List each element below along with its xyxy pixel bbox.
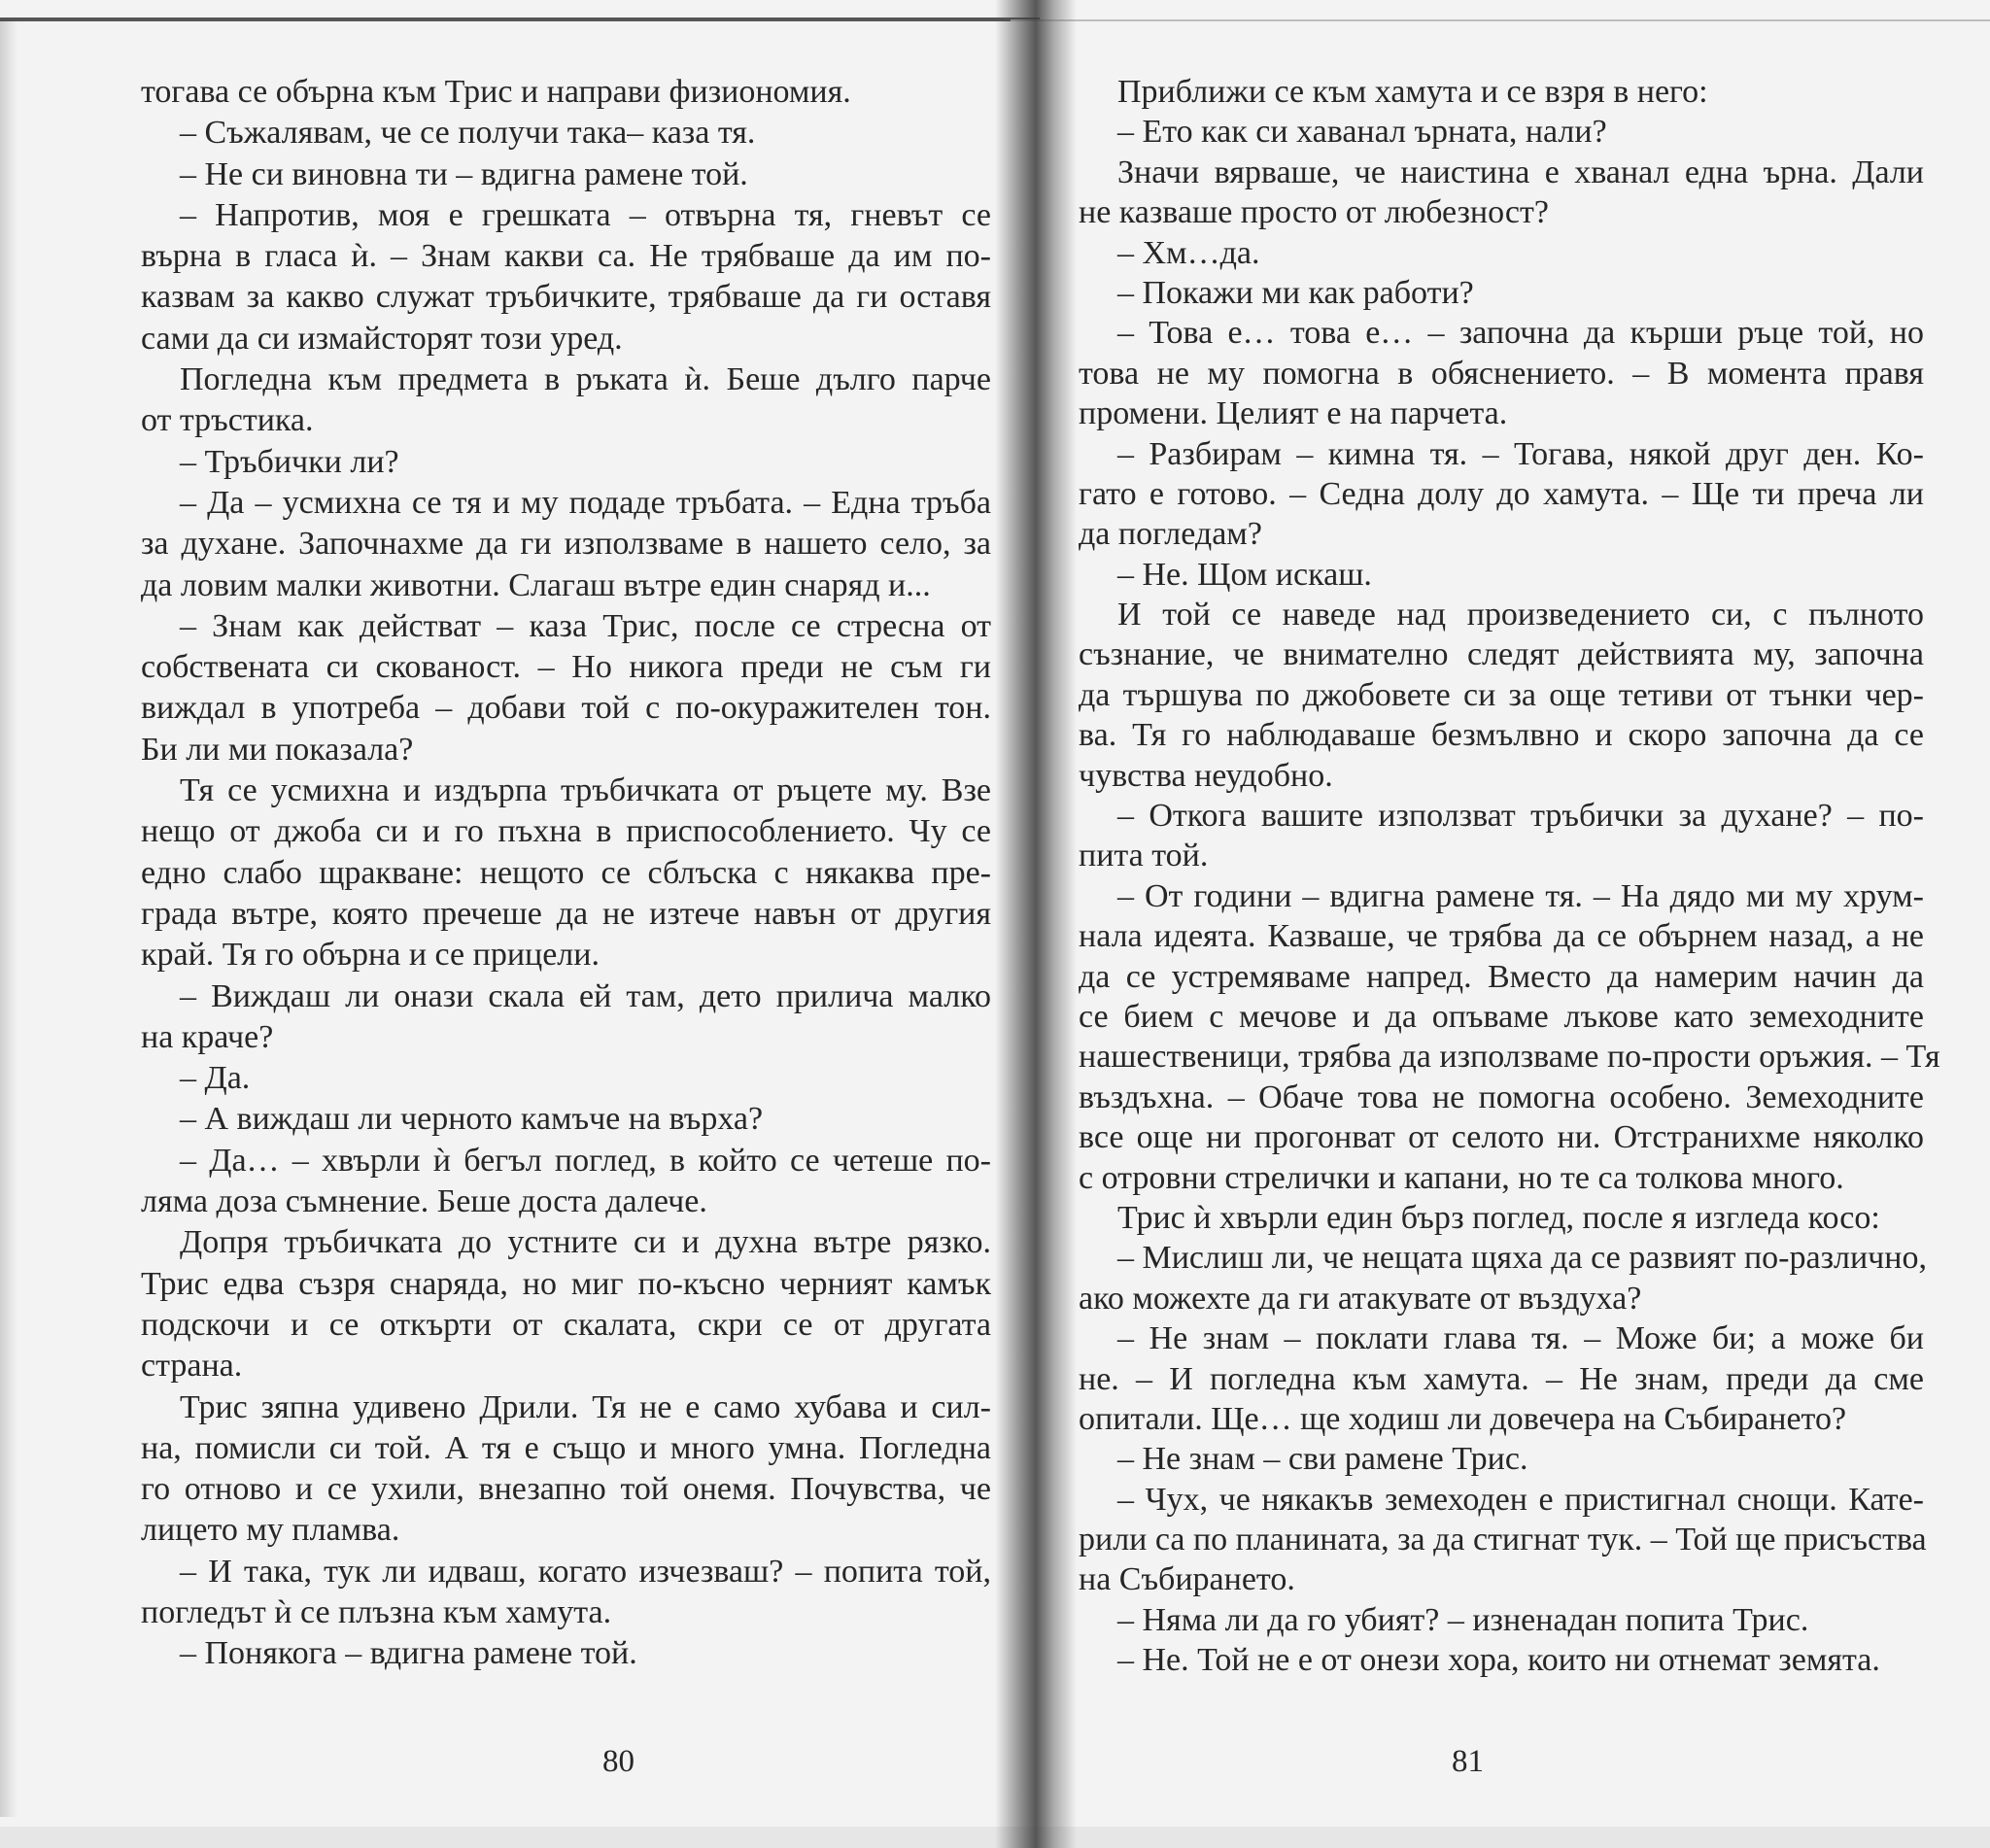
text-line: на Събирането.	[1079, 1561, 1295, 1598]
text-line: от тръстика.	[141, 402, 314, 439]
text-line: Значи вярваше, че наистина е хванал една ърна. Дали	[1117, 154, 1924, 190]
text-line: нещо от джоба си и го пъхна в приспособлението. Чу се	[141, 813, 991, 850]
text-line: нашественици, трябва да използваме по-прости оръжия. – Тя	[1079, 1039, 1940, 1076]
text-line: – От години – вдигна рамене тя. – На дядо ми му хрум-	[1117, 877, 1924, 914]
text-line: да погледам?	[1079, 516, 1262, 553]
text-line: – Това е… това е… – започна да кърши ръце той, но	[1117, 315, 1924, 352]
page-number-left: 80	[602, 1744, 635, 1779]
text-line: – Не. Щом искаш.	[1117, 556, 1372, 593]
text-line: – Хм…да.	[1117, 234, 1260, 271]
text-line: – Чух, че някакъв земеходен е пристигнал снощи. Кате-	[1117, 1481, 1924, 1518]
text-line: ляма доза съмнение. Беше доста далече.	[141, 1183, 707, 1220]
text-line: пита той.	[1079, 838, 1209, 874]
text-line: да се устремяваме напред. Вместо да намерим начин да	[1079, 958, 1924, 995]
book-fold-shadow	[995, 0, 1077, 1848]
text-line: собствената си скованост. – Но никога преди не съм ги	[141, 649, 991, 686]
text-line: – Покажи ми как работи?	[1117, 274, 1474, 311]
text-line: – Напротив, моя е грешката – отвърна тя, гневът се	[180, 196, 991, 233]
text-line: – Да.	[180, 1060, 251, 1097]
text-line: върна в гласа ѝ. – Знам какви са. Не трябваше да им по-	[141, 238, 991, 275]
text-line: – Не знам – сви рамене Трис.	[1117, 1441, 1528, 1478]
text-line: на, помисли си той. А тя е също и много умна. Погледна	[141, 1429, 991, 1466]
text-line: – Разбирам – кимна тя. – Тогава, някой друг ден. Ко-	[1117, 435, 1924, 472]
text-line: не казваше просто от любезност?	[1079, 194, 1549, 231]
text-line: ва. Тя го наблюдаваше безмълвно и скоро започна да се	[1079, 717, 1924, 754]
text-line: нала идеята. Казваше, че трябва да се обърнем назад, а не	[1079, 918, 1924, 955]
text-line: – Мислиш ли, че нещата щяха да се развият по-различно,	[1117, 1240, 1927, 1277]
text-line: – Виждаш ли онази скала ей там, дето прилича малко	[180, 977, 991, 1014]
text-line: за духане. Започнахме да ги използваме в нашето село, за	[141, 526, 991, 563]
text-line: – Понякога – вдигна рамене той.	[180, 1635, 637, 1672]
text-line: тогава се обърна към Трис и направи физиономия.	[141, 74, 851, 110]
text-line: – Да… – хвърли ѝ бегъл поглед, в който се четеше по-	[180, 1142, 991, 1179]
text-line: Трис ѝ хвърли един бърз поглед, после я изгледа косо:	[1117, 1199, 1880, 1236]
text-line: – Да – усмихна се тя и му подаде тръбата. – Една тръба	[180, 484, 991, 521]
scan-edge-top-right	[1011, 19, 1990, 21]
text-line: страна.	[141, 1348, 243, 1385]
text-line: – И така, тук ли идваш, когато изчезваш? – попита той,	[180, 1553, 991, 1590]
text-line: Погледна към предмета в ръката ѝ. Беше дълго парче	[180, 361, 991, 398]
text-line: с отровни стрелички и капани, но те са толкова много.	[1079, 1159, 1844, 1196]
right-page-text	[1079, 72, 1940, 1681]
text-line: съзнание, че внимателно следят действията му, започна	[1079, 636, 1924, 673]
text-line: Тя се усмихна и издърпа тръбичката от ръцете му. Взе	[180, 772, 991, 809]
text-line: не. – И погледна към хамута. – Не знам, преди да сме	[1079, 1360, 1924, 1397]
text-line: лицето му пламва.	[141, 1512, 400, 1549]
text-line: – Няма ли да го убият? – изненадан попита Трис.	[1117, 1601, 1809, 1638]
scan-edge-top	[0, 17, 1040, 21]
text-line: Приближи се към хамута и се взря в него:	[1117, 74, 1708, 110]
text-line: гато е готово. – Седна долу до хамута. – Ще ти преча ли	[1079, 475, 1924, 512]
text-line: И той се наведе над произведението си, с пълното	[1117, 597, 1924, 633]
text-line: Трис едва съзря снаряда, но миг по-късно черният камък	[141, 1265, 991, 1302]
text-line: все още ни прогонват от селото ни. Отстранихме няколко	[1079, 1119, 1924, 1156]
text-line: виждал в употреба – добави той с по-окуражителен тон.	[141, 690, 991, 727]
text-line: се бием с мечове и да опъваме лъкове като земеходните	[1079, 998, 1924, 1035]
text-line: – Ето как си хаванал ърната, нали?	[1117, 114, 1607, 151]
text-line: го отново и се ухили, внезапно той онемя. Почувства, че	[141, 1471, 991, 1508]
left-page-text	[141, 72, 991, 1675]
text-line: погледът ѝ се плъзна към хамута.	[141, 1593, 612, 1630]
text-line: да ловим малки животни. Слагаш вътре един снаряд и...	[141, 566, 931, 603]
text-line: казвам за какво служат тръбичките, трябваше да ги оставя	[141, 279, 991, 316]
text-line: рили са по планината, за да стигнат тук. – Той ще присъства	[1079, 1522, 1927, 1558]
text-line: опитали. Ще… ще ходиш ли довечера на Събирането?	[1079, 1400, 1847, 1437]
text-line: – Не. Той не е от онези хора, които ни отнемат земята.	[1117, 1642, 1880, 1679]
text-line: – Откога вашите използват тръбички за духане? – по-	[1117, 798, 1924, 835]
text-line: Допря тръбичката до устните си и духна вътре рязко.	[180, 1224, 991, 1261]
text-line: едно слабо щракване: нещото се сблъска с някаква пре-	[141, 854, 991, 891]
text-line: това не му помогна в обяснението. – В момента правя	[1079, 355, 1924, 392]
text-line: – Не знам – поклати глава тя. – Може би; а може би	[1117, 1320, 1924, 1357]
text-line: край. Тя го обърна и се прицели.	[141, 937, 600, 974]
text-line: – Съжалявам, че се получи така– каза тя.	[180, 115, 756, 152]
text-line: сами да си измайсторят този уред.	[141, 320, 623, 357]
text-line: Трис зяпна удивено Дрили. Тя не е само хубава и сил-	[180, 1388, 991, 1425]
text-line: – Тръбички ли?	[180, 443, 399, 480]
text-line: на краче?	[141, 1018, 274, 1055]
text-line: чувства неудобно.	[1079, 757, 1333, 794]
text-line: ако можехте да ги атакувате от въздуха?	[1079, 1280, 1642, 1317]
text-line: – А виждаш ли черното камъче на върха?	[180, 1101, 764, 1138]
text-line: въздъхна. – Обаче това не помогна особено. Земеходните	[1079, 1078, 1924, 1115]
text-line: – Не си виновна ти – вдигна рамене той.	[180, 155, 748, 192]
text-line: промени. Целият е на парчета.	[1079, 395, 1508, 432]
scan-edge-left	[0, 19, 17, 1817]
page-number-right: 81	[1452, 1744, 1484, 1779]
text-line: Би ли ми показала?	[141, 731, 414, 768]
text-line: подскочи и се откърти от скалата, скри се от другата	[141, 1306, 991, 1343]
text-line: – Знам как действат – каза Трис, после се стресна от	[180, 607, 991, 644]
text-line: града вътре, която пречеше да не изтече навън от другия	[141, 895, 991, 932]
text-line: да тършува по джобовете си за още тетиви от тънки чер-	[1079, 676, 1924, 713]
